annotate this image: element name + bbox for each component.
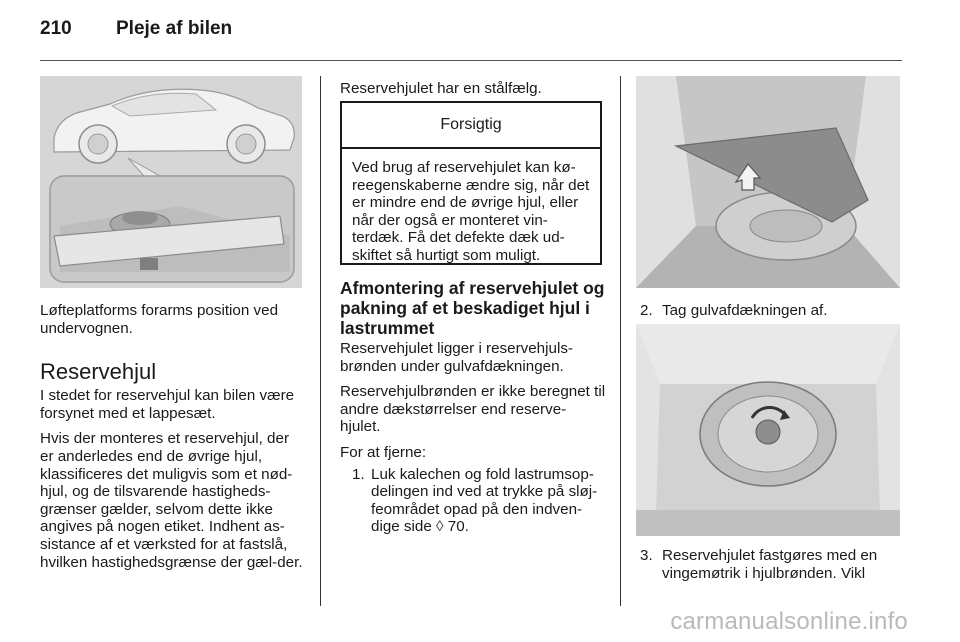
page-ref-icon: ◊ xyxy=(436,518,444,536)
middle-column xyxy=(340,278,606,536)
chapter-title: Pleje af bilen xyxy=(116,18,233,39)
section-heading: Reservehjul xyxy=(40,359,157,385)
lift-point-illustration xyxy=(40,76,302,288)
watermark-text: carmanualsonline.info xyxy=(670,608,908,635)
step-text: Luk kalechen og fold lastrumsop-delingen ind ved at trykke på sløj-feområdet opad på den indven-dige side xyxy=(371,465,598,536)
list-item xyxy=(640,547,902,582)
caution-title: Forsigtig xyxy=(342,103,600,149)
subsection-heading: Afmontering af reservehjulet og pakning af et beskadiget hjul i lastrummet xyxy=(340,278,605,338)
steps-list xyxy=(340,466,606,536)
trunk-floor-cover-illustration xyxy=(636,76,900,288)
list-item xyxy=(340,466,606,536)
step-text: Reservehjulet fastgøres med en vingemøtrik i hjulbrønden. Vikl xyxy=(662,547,878,582)
page-ref-link[interactable]: 70. xyxy=(447,518,469,536)
column-divider-left xyxy=(320,76,321,606)
step-number: 2. xyxy=(640,302,653,319)
list-item xyxy=(640,302,902,320)
paragraph: Reservehjulet ligger i reservehjuls-brønden under gulvafdækningen. xyxy=(340,340,573,375)
page-number: 210 xyxy=(40,18,72,39)
page-header xyxy=(40,18,920,48)
left-column xyxy=(40,302,306,579)
figure-caption: Løfteplatforms forarms position ved undervognen. xyxy=(40,302,279,337)
paragraph: Reservehjulbrønden er ikke beregnet til andre dækstørrelser end reserve-hjulet. xyxy=(340,383,606,436)
step-text: Tag gulvafdækningen af. xyxy=(662,302,828,319)
paragraph: Hvis der monteres et reservehjul, der er anderledes end de øvrige hjul, klassificeres det muligvis som et nød-hjul, og de tilsvarende hastigheds-grænser gælder, selvom dette ikke angives på nogen etiket. Indhent as-sistance af et værksted for at fastslå, hvilken hastighedsgrænse der gæl-der. xyxy=(40,430,303,571)
spare-wheel-well-illustration xyxy=(636,324,900,536)
header-rule xyxy=(40,60,902,61)
paragraph: For at fjerne: xyxy=(340,443,427,461)
caution-box xyxy=(340,101,602,265)
step-number: 3. xyxy=(640,547,653,564)
paragraph: I stedet for reservehjul kan bilen være forsynet med et lappesæt. xyxy=(40,387,295,422)
step-number: 1. xyxy=(352,465,365,483)
caution-body: Ved brug af reservehjulet kan kø-reegenskaberne ændre sig, når det er mindre end de øvrige hjul, eller når der også er monteret vin-terdæk. Få det defekte dæk ud-skiftet så hurtigt som muligt. xyxy=(352,159,590,264)
column-divider-right xyxy=(620,76,621,606)
paragraph: Reservehjulet har en stålfælg. xyxy=(340,80,542,97)
